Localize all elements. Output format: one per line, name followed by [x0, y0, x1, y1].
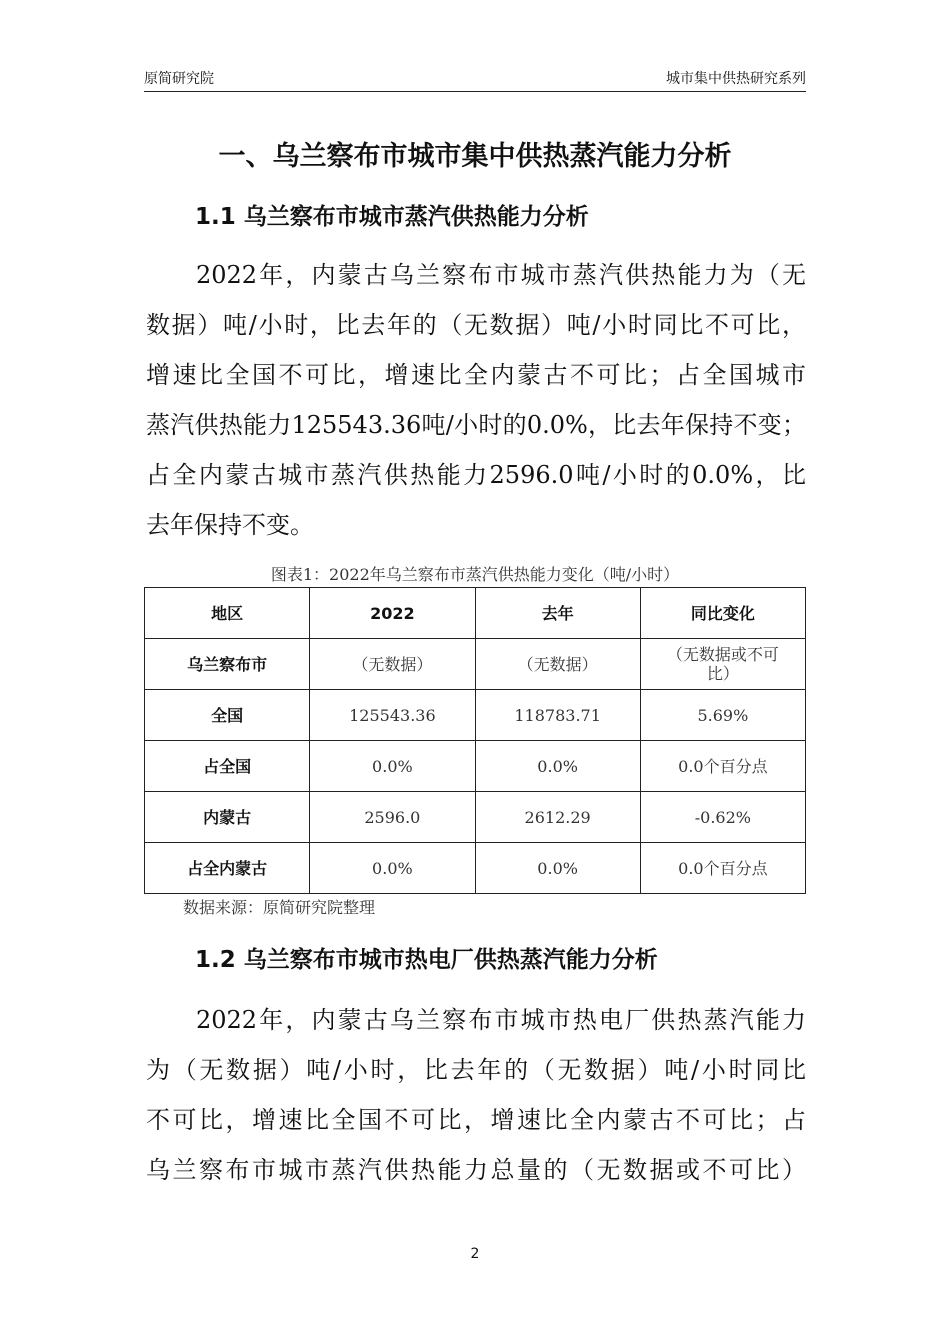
table-cell: -0.62% [640, 792, 805, 843]
table-cell: 0.0% [310, 843, 475, 894]
table-row [145, 690, 806, 741]
paragraph-line: 占全内蒙古城市蒸汽供热能力2596.0吨/小时的0.0%，比 [146, 461, 806, 489]
table-cell: （无数据或不可比） [640, 639, 805, 690]
paragraph-line: 蒸汽供热能力125543.36吨/小时的0.0%，比去年保持不变； [146, 411, 806, 439]
section-heading-1-1: 1.1 乌兰察布市城市蒸汽供热能力分析 [195, 204, 589, 230]
row-label: 占全国 [145, 741, 310, 792]
paragraph-line: 去年保持不变。 [146, 511, 314, 539]
table-cell: 5.69% [640, 690, 805, 741]
table-cell: 0.0个百分点 [640, 741, 805, 792]
table-row [145, 843, 806, 894]
table-cell: 0.0% [475, 741, 640, 792]
table-cell: 0.0% [310, 741, 475, 792]
table-cell: 0.0个百分点 [640, 843, 805, 894]
paragraph-line: 不可比，增速比全国不可比，增速比全内蒙古不可比；占 [146, 1106, 806, 1134]
table-cell: 125543.36 [310, 690, 475, 741]
header-cell: 2022 [310, 588, 475, 639]
header-cell: 同比变化 [640, 588, 805, 639]
table-cell: （无数据） [310, 639, 475, 690]
table-row [145, 741, 806, 792]
table-cell: 0.0% [475, 843, 640, 894]
page-header [144, 66, 806, 92]
table-cell: 2596.0 [310, 792, 475, 843]
table-cell: 2612.29 [475, 792, 640, 843]
header-org: 原简研究院 [144, 71, 214, 87]
row-label: 乌兰察布市 [145, 639, 310, 690]
header-cell: 去年 [475, 588, 640, 639]
table-cell: 118783.71 [475, 690, 640, 741]
table-header-row [145, 588, 806, 639]
table-cell: （无数据） [475, 639, 640, 690]
paragraph-line: 2022年，内蒙古乌兰察布市城市热电厂供热蒸汽能力 [196, 1006, 806, 1034]
paragraph-line: 增速比全国不可比，增速比全内蒙古不可比；占全国城市 [146, 361, 806, 389]
section-1-1-paragraph [146, 250, 806, 550]
chapter-title: 一、乌兰察布市城市集中供热蒸汽能力分析 [218, 141, 732, 172]
paragraph-line: 2022年，内蒙古乌兰察布市城市蒸汽供热能力为（无 [196, 261, 806, 289]
table-row [145, 792, 806, 843]
table-caption: 图表1：2022年乌兰察布市蒸汽供热能力变化（吨/小时） [270, 565, 680, 584]
row-label: 占全内蒙古 [145, 843, 310, 894]
row-label: 全国 [145, 690, 310, 741]
paragraph-line: 数据）吨/小时，比去年的（无数据）吨/小时同比不可比， [146, 311, 806, 339]
row-label: 内蒙古 [145, 792, 310, 843]
paragraph-line: 乌兰察布市城市蒸汽供热能力总量的（无数据或不可比） [146, 1156, 806, 1184]
header-series: 城市集中供热研究系列 [666, 71, 806, 87]
page-number: 2 [470, 1246, 480, 1262]
paragraph-line: 为（无数据）吨/小时，比去年的（无数据）吨/小时同比 [146, 1056, 806, 1084]
header-cell: 地区 [145, 588, 310, 639]
data-table [144, 587, 806, 894]
table-row [145, 639, 806, 690]
section-1-2-paragraph [146, 995, 806, 1195]
table-source: 数据来源：原简研究院整理 [183, 898, 376, 917]
section-heading-1-2: 1.2 乌兰察布市城市热电厂供热蒸汽能力分析 [195, 947, 658, 973]
